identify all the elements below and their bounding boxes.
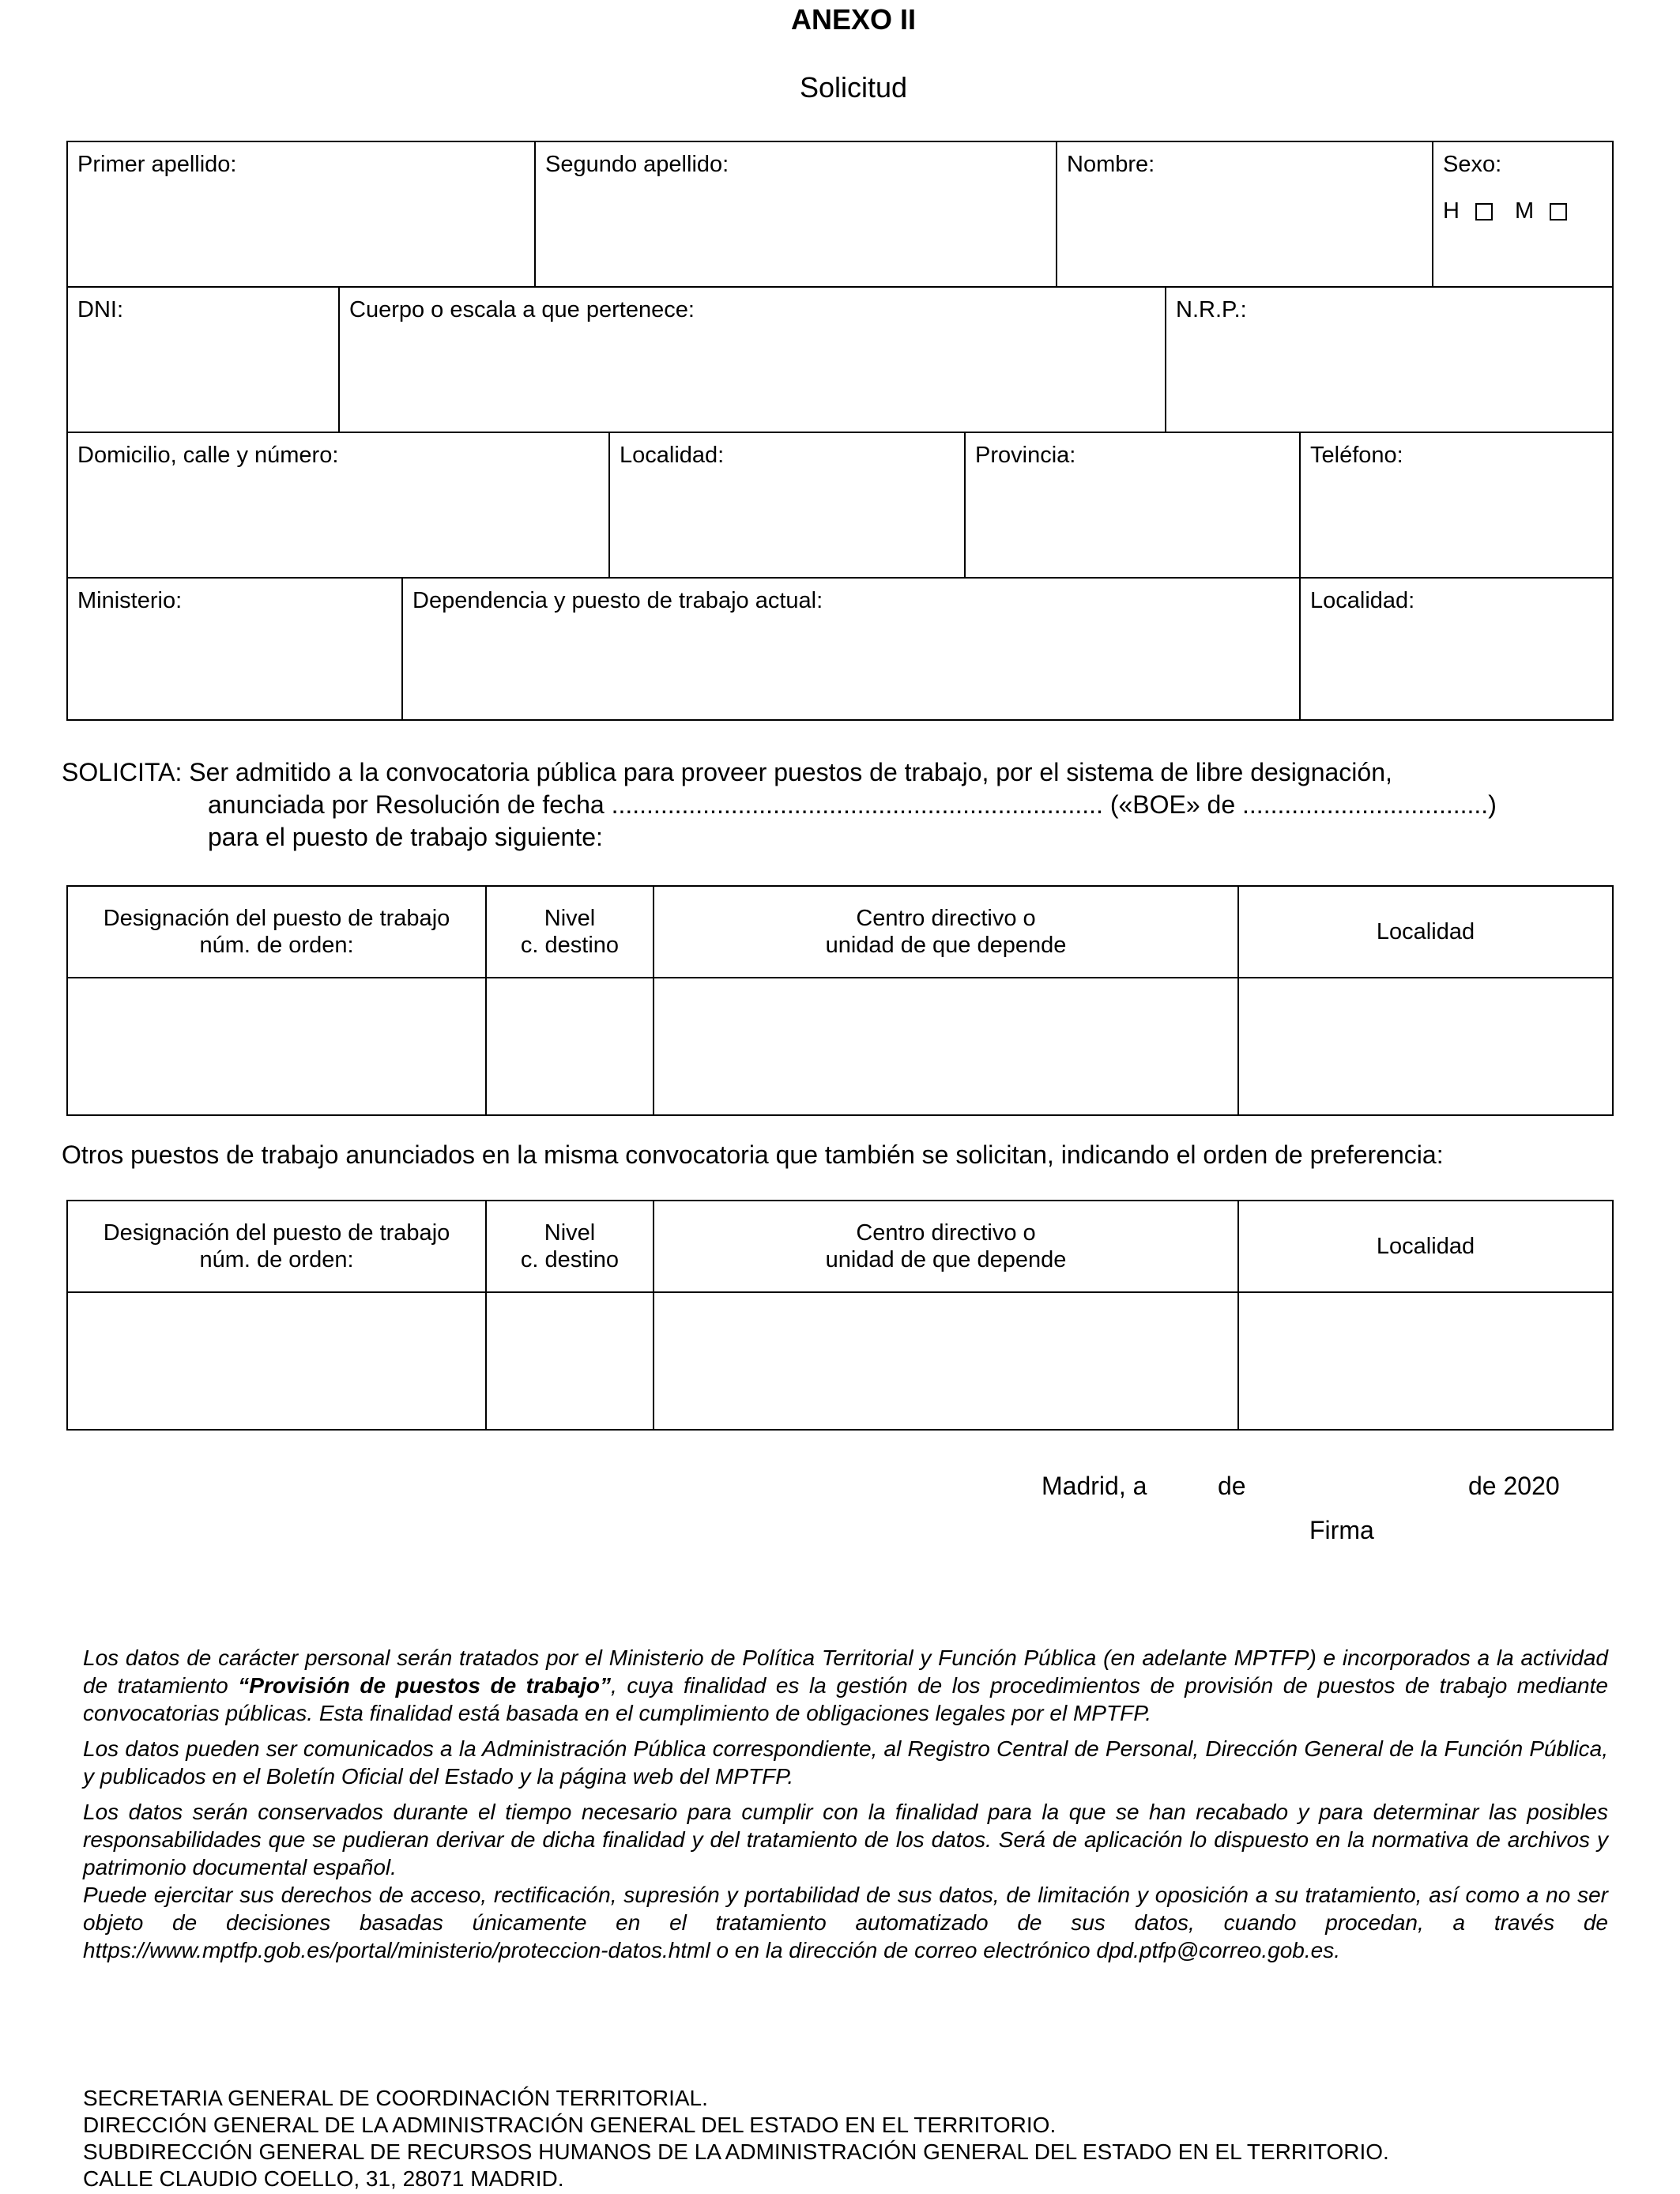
col-centro-line1: Centro directivo o [856,1220,1036,1246]
segundo-apellido-field[interactable] [536,142,1057,286]
localidad-cell[interactable] [1239,1293,1612,1431]
solicita-line-1: SOLICITA: Ser admitido a la convocatoria pública para proveer puestos de trabajo, por el sistema de libre designación, [62,758,1392,786]
col-designacion-line1: Designación del puesto de trabajo [103,1220,450,1246]
centro-cell[interactable] [654,1293,1239,1431]
localidad-field[interactable] [610,433,966,577]
issuer-footer [83,2085,1389,2192]
legal-paragraph-1 [83,1644,1608,1727]
nrp-field[interactable] [1166,288,1612,432]
otros-puestos-text: Otros puestos de trabajo anunciados en la misma convocatoria que también se solicitan, indicando el orden de preferencia: [62,1140,1444,1169]
col-centro-header [654,887,1239,977]
col-designacion-line2: núm. de orden: [199,1247,354,1272]
telefono-field[interactable] [1301,433,1612,577]
solicita-line-3: para el puesto de trabajo siguiente: [208,823,603,851]
centro-cell[interactable] [654,978,1239,1116]
sexo-m-label: M [1515,198,1535,224]
col-centro-line2: unidad de que depende [825,1247,1067,1272]
col-nivel-line1: Nivel [544,906,596,931]
segundo-apellido-label: Segundo apellido: [545,152,729,177]
col-localidad-label: Localidad [1376,1234,1475,1259]
col-nivel-line2: c. destino [520,1247,620,1272]
col-localidad-label: Localidad [1376,919,1475,944]
solicita-line-2: anunciada por Resolución de fecha ...................................................................... («BOE» de ...................................) [208,790,1497,819]
col-centro-header [654,1201,1239,1291]
col-localidad-header [1239,887,1612,977]
date-madrid: Madrid, a [1042,1472,1147,1500]
col-designacion-line1: Designación del puesto de trabajo [103,906,450,931]
legal-p1-start: Los datos de carácter personal serán tratados por el Ministerio de Política Territorial y Función Pública (en adelante MPTFP) e incorporados a la actividad de tratamiento [83,1646,1608,1698]
localidad-actual-label: Localidad: [1310,588,1415,613]
grid-row-domicilio [68,433,1612,579]
col-localidad-header [1239,1201,1612,1291]
page-title: ANEXO II [790,3,917,36]
ministerio-label: Ministerio: [77,588,183,613]
page-subtitle: Solicitud [799,71,908,104]
footer-line-2: DIRECCIÓN GENERAL DE LA ADMINISTRACIÓN GENERAL DEL ESTADO EN EL TERRITORIO. [83,2113,1057,2137]
legal-paragraph-4: Puede ejercitar sus derechos de acceso, rectificación, supresión y portabilidad de sus datos, de limitación y oposición a su tratamiento, así como a no ser objeto de decisiones basadas únicamente en el tratamiento automatizado de sus datos, cuando procedan, a través de https://www.mptfp.gob.es/portal/ministerio/proteccion-datos.html o en la dirección de correo electrónico dpd.ptfp@correo.gob.es. [83,1883,1608,1962]
job-table-header [68,887,1612,978]
firma-label: Firma [1309,1516,1374,1544]
col-centro-line1: Centro directivo o [856,906,1036,931]
col-designacion-line2: núm. de orden: [199,933,354,958]
col-nivel-line1: Nivel [544,1220,596,1246]
nombre-field[interactable] [1057,142,1433,286]
dni-field[interactable] [68,288,340,432]
telefono-label: Teléfono: [1310,443,1403,468]
job-table-header [68,1201,1612,1293]
grid-row-ministerio [68,579,1612,721]
date-year: de 2020 [1468,1472,1560,1500]
col-centro-line2: unidad de que depende [825,933,1067,958]
primer-apellido-label: Primer apellido: [77,152,237,177]
legal-p1-activity: “Provisión de puestos de trabajo” [238,1673,612,1698]
data-protection-notice [83,1644,1608,1972]
dni-label: DNI: [77,297,123,322]
grid-row-dni [68,288,1612,433]
provincia-label: Provincia: [975,443,1076,468]
col-nivel-header [487,1201,654,1291]
localidad-actual-field[interactable] [1301,579,1612,721]
domicilio-label: Domicilio, calle y número: [77,443,339,468]
date-de-1: de [1218,1472,1246,1500]
localidad-label: Localidad: [620,443,725,468]
provincia-field[interactable] [966,433,1301,577]
cuerpo-field[interactable] [340,288,1166,432]
sexo-options [1443,198,1603,224]
sexo-field [1433,142,1612,286]
dependencia-label: Dependencia y puesto de trabajo actual: [412,588,823,613]
nombre-label: Nombre: [1067,152,1155,177]
localidad-cell[interactable] [1239,978,1612,1116]
primer-apellido-field[interactable] [68,142,536,286]
job-table-row [68,978,1612,1116]
nivel-cell[interactable] [487,978,654,1116]
footer-line-1: SECRETARIA GENERAL DE COORDINACIÓN TERRITORIAL. [83,2086,708,2110]
grid-row-names [68,142,1612,288]
nrp-label: N.R.P.: [1176,297,1247,322]
domicilio-field[interactable] [68,433,610,577]
sexo-h-label: H [1443,198,1460,224]
legal-paragraph-3: Los datos serán conservados durante el tiempo necesario para cumplir con la finalidad para la que se han recabado y para determinar las posibles responsabilidades que se pudieran derivar de dicha finalidad y del tratamiento de los datos. Será de aplicación lo dispuesto en la normativa de archivos y patrimonio documental español. [83,1800,1608,1879]
legal-paragraph-2: Los datos pueden ser comunicados a la Administración Pública correspondiente, al Registro Central de Personal, Dirección General de la Función Pública, y publicados en el Boletín Oficial del Estado y la página web del MPTFP. [83,1736,1608,1789]
designacion-cell[interactable] [68,1293,487,1431]
footer-line-4: CALLE CLAUDIO COELLO, 31, 28071 MADRID. [83,2166,564,2191]
job-table-others [66,1200,1614,1431]
job-table-primary [66,885,1614,1116]
dependencia-field[interactable] [403,579,1301,721]
legal-p1-end: , cuya finalidad es la gestión de los procedimientos de provisión de puestos de trabajo mediante convocatorias públicas. Esta finalidad está basada en el cumplimiento de obligaciones legales por el MPTFP. [83,1673,1608,1725]
sexo-label: Sexo: [1443,152,1502,177]
cuerpo-label: Cuerpo o escala a que pertenece: [349,297,695,322]
col-nivel-line2: c. destino [520,933,620,958]
ministerio-field[interactable] [68,579,403,721]
sexo-m-checkbox[interactable] [1550,203,1567,221]
col-designacion-header [68,887,487,977]
nivel-cell[interactable] [487,1293,654,1431]
footer-line-3: SUBDIRECCIÓN GENERAL DE RECURSOS HUMANOS DE LA ADMINISTRACIÓN GENERAL DEL ESTADO EN EL TERRITORIO. [83,2139,1389,2164]
col-nivel-header [487,887,654,977]
col-designacion-header [68,1201,487,1291]
job-table-row [68,1293,1612,1431]
personal-data-grid [66,141,1614,721]
designacion-cell[interactable] [68,978,487,1116]
sexo-h-checkbox[interactable] [1475,203,1493,221]
solicita-paragraph [62,756,1587,854]
